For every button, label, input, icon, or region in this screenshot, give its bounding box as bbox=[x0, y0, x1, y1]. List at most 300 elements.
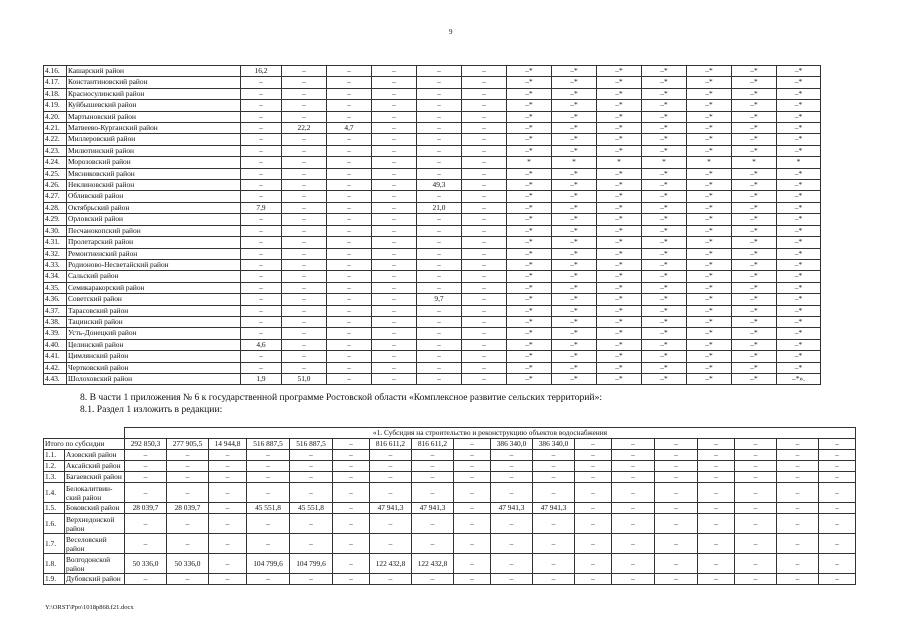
district-name: Усть-Донецкий район bbox=[67, 328, 241, 339]
value-cell: – bbox=[735, 503, 777, 514]
value-cell: – bbox=[462, 157, 507, 168]
value-cell: – bbox=[327, 214, 372, 225]
value-cell: – bbox=[209, 461, 247, 472]
value-cell: – bbox=[462, 66, 507, 77]
value-cell: – bbox=[333, 472, 370, 483]
value-cell: – bbox=[417, 123, 462, 134]
value-cell: –* bbox=[507, 305, 552, 316]
value-cell: – bbox=[698, 503, 735, 514]
value-cell: – bbox=[282, 294, 327, 305]
value-cell: –* bbox=[597, 237, 642, 248]
value-cell: –* bbox=[507, 100, 552, 111]
value-cell: – bbox=[327, 77, 372, 88]
value-cell: – bbox=[735, 439, 777, 450]
subsidy-header: «1. Субсидия на строительство и реконструкцию объектов водоснабжения bbox=[125, 428, 856, 439]
row-number: 4.29. bbox=[44, 214, 67, 225]
value-cell: – bbox=[462, 351, 507, 362]
districts-table bbox=[43, 65, 821, 385]
table-row bbox=[44, 574, 856, 585]
table-row bbox=[44, 554, 856, 574]
value-cell: –* bbox=[732, 362, 777, 373]
value-cell: – bbox=[612, 472, 655, 483]
value-cell: –* bbox=[642, 88, 687, 99]
value-cell: – bbox=[241, 168, 282, 179]
value-cell: –* bbox=[687, 351, 732, 362]
value-cell: –* bbox=[687, 248, 732, 259]
value-cell: – bbox=[735, 554, 777, 574]
row-number: 4.40. bbox=[44, 339, 67, 350]
table-row bbox=[44, 534, 856, 554]
table-row bbox=[44, 168, 821, 179]
value-cell: * bbox=[732, 157, 777, 168]
value-cell: 386 340,0 bbox=[533, 439, 575, 450]
value-cell: – bbox=[777, 514, 819, 534]
value-cell: – bbox=[454, 574, 491, 585]
value-cell: – bbox=[412, 450, 454, 461]
value-cell: –* bbox=[732, 225, 777, 236]
row-number: 1.6. bbox=[44, 514, 65, 534]
row-number: 1.3. bbox=[44, 472, 65, 483]
table-row bbox=[44, 100, 821, 111]
table-row bbox=[44, 472, 856, 483]
value-cell: 51,0 bbox=[282, 373, 327, 384]
row-number: 4.18. bbox=[44, 88, 67, 99]
value-cell: – bbox=[372, 77, 417, 88]
value-cell: – bbox=[735, 574, 777, 585]
district-name: Морозовский район bbox=[67, 157, 241, 168]
value-cell: – bbox=[491, 483, 533, 503]
value-cell: – bbox=[372, 259, 417, 270]
value-cell: – bbox=[491, 472, 533, 483]
value-cell: – bbox=[327, 339, 372, 350]
row-number: 1.9. bbox=[44, 574, 65, 585]
value-cell: –* bbox=[732, 145, 777, 156]
value-cell: –* bbox=[732, 134, 777, 145]
value-cell: 50 336,0 bbox=[125, 554, 167, 574]
district-name: Кашарский район bbox=[67, 66, 241, 77]
value-cell: –* bbox=[732, 316, 777, 327]
table-row bbox=[44, 66, 821, 77]
district-name: Семикаракорский район bbox=[67, 282, 241, 293]
district-name: Милютинский район bbox=[67, 145, 241, 156]
value-cell: –* bbox=[552, 225, 597, 236]
value-cell: – bbox=[327, 362, 372, 373]
file-path-footer: Y:\ORST\Ppo\1018p868.f21.docx bbox=[45, 604, 134, 611]
district-name: Красносулинский район bbox=[67, 88, 241, 99]
value-cell: – bbox=[372, 191, 417, 202]
table-row bbox=[44, 483, 856, 503]
district-name: Багаевский район bbox=[65, 472, 125, 483]
value-cell: – bbox=[372, 88, 417, 99]
value-cell: – bbox=[370, 472, 412, 483]
value-cell: – bbox=[282, 168, 327, 179]
value-cell: –* bbox=[777, 100, 821, 111]
value-cell: – bbox=[655, 472, 698, 483]
value-cell: 45 551,8 bbox=[290, 503, 333, 514]
value-cell: – bbox=[282, 248, 327, 259]
value-cell: –* bbox=[732, 66, 777, 77]
value-cell: – bbox=[125, 574, 167, 585]
value-cell: – bbox=[282, 328, 327, 339]
value-cell: –* bbox=[687, 100, 732, 111]
value-cell: – bbox=[209, 483, 247, 503]
value-cell: 28 039,7 bbox=[167, 503, 209, 514]
value-cell: – bbox=[462, 237, 507, 248]
value-cell: 16,2 bbox=[241, 66, 282, 77]
value-cell: 516 887,5 bbox=[247, 439, 290, 450]
district-name: Мартыновский район bbox=[67, 111, 241, 122]
value-cell: – bbox=[241, 282, 282, 293]
value-cell: – bbox=[412, 483, 454, 503]
value-cell: – bbox=[454, 483, 491, 503]
value-cell: –* bbox=[687, 123, 732, 134]
value-cell: 50 336,0 bbox=[167, 554, 209, 574]
value-cell: – bbox=[241, 328, 282, 339]
value-cell: –* bbox=[777, 66, 821, 77]
value-cell: –* bbox=[732, 191, 777, 202]
district-name: Волгодонской район bbox=[65, 554, 125, 574]
value-cell: – bbox=[819, 483, 856, 503]
value-cell: – bbox=[372, 180, 417, 191]
value-cell: – bbox=[417, 259, 462, 270]
value-cell: – bbox=[282, 157, 327, 168]
value-cell: – bbox=[575, 534, 612, 554]
value-cell: – bbox=[735, 450, 777, 461]
value-cell: –* bbox=[777, 134, 821, 145]
value-cell: – bbox=[372, 373, 417, 384]
value-cell: –* bbox=[732, 237, 777, 248]
value-cell: –* bbox=[642, 111, 687, 122]
value-cell: – bbox=[125, 461, 167, 472]
value-cell: – bbox=[247, 574, 290, 585]
value-cell: – bbox=[462, 373, 507, 384]
value-cell: – bbox=[125, 483, 167, 503]
value-cell: –* bbox=[777, 362, 821, 373]
value-cell: –* bbox=[597, 145, 642, 156]
table-row bbox=[44, 191, 821, 202]
table-row bbox=[44, 225, 821, 236]
value-cell: –* bbox=[777, 202, 821, 213]
value-cell: – bbox=[327, 305, 372, 316]
value-cell: – bbox=[241, 88, 282, 99]
value-cell: – bbox=[412, 574, 454, 585]
value-cell: –* bbox=[777, 168, 821, 179]
value-cell: –* bbox=[687, 66, 732, 77]
value-cell: – bbox=[417, 362, 462, 373]
value-cell: – bbox=[735, 461, 777, 472]
value-cell: – bbox=[417, 248, 462, 259]
value-cell: – bbox=[462, 316, 507, 327]
value-cell: – bbox=[372, 339, 417, 350]
value-cell: –* bbox=[687, 202, 732, 213]
value-cell: –* bbox=[687, 259, 732, 270]
value-cell: – bbox=[819, 472, 856, 483]
value-cell: – bbox=[462, 134, 507, 145]
value-cell: –* bbox=[552, 259, 597, 270]
value-cell: – bbox=[417, 145, 462, 156]
district-name: Неклиновский район bbox=[67, 180, 241, 191]
value-cell: – bbox=[209, 554, 247, 574]
value-cell: –* bbox=[597, 351, 642, 362]
value-cell: –* bbox=[777, 271, 821, 282]
value-cell: –* bbox=[642, 294, 687, 305]
row-number: 1.2. bbox=[44, 461, 65, 472]
value-cell: – bbox=[241, 248, 282, 259]
value-cell: – bbox=[372, 351, 417, 362]
value-cell: – bbox=[209, 574, 247, 585]
district-name: Пролетарский район bbox=[67, 237, 241, 248]
value-cell: – bbox=[167, 514, 209, 534]
value-cell: – bbox=[612, 534, 655, 554]
value-cell: –* bbox=[597, 373, 642, 384]
value-cell: – bbox=[698, 534, 735, 554]
value-cell: – bbox=[327, 248, 372, 259]
value-cell: – bbox=[241, 362, 282, 373]
row-number: 4.35. bbox=[44, 282, 67, 293]
value-cell: – bbox=[777, 503, 819, 514]
table-row bbox=[44, 123, 821, 134]
value-cell: – bbox=[282, 282, 327, 293]
value-cell: –* bbox=[687, 237, 732, 248]
value-cell: –* bbox=[642, 202, 687, 213]
table-row bbox=[44, 145, 821, 156]
value-cell: – bbox=[372, 100, 417, 111]
row-number: 4.34. bbox=[44, 271, 67, 282]
value-cell: –* bbox=[732, 305, 777, 316]
value-cell: – bbox=[282, 225, 327, 236]
value-cell: – bbox=[698, 461, 735, 472]
value-cell: – bbox=[417, 339, 462, 350]
value-cell: – bbox=[612, 574, 655, 585]
value-cell: – bbox=[454, 514, 491, 534]
value-cell: – bbox=[462, 259, 507, 270]
value-cell: – bbox=[290, 514, 333, 534]
district-name: Миллеровский район bbox=[67, 134, 241, 145]
value-cell: –* bbox=[732, 77, 777, 88]
value-cell: – bbox=[241, 145, 282, 156]
value-cell: –* bbox=[552, 77, 597, 88]
district-name: Обливский район bbox=[67, 191, 241, 202]
value-cell: – bbox=[698, 554, 735, 574]
value-cell: –* bbox=[507, 362, 552, 373]
value-cell: –* bbox=[732, 123, 777, 134]
value-cell: –* bbox=[642, 373, 687, 384]
value-cell: – bbox=[282, 180, 327, 191]
value-cell: –* bbox=[507, 328, 552, 339]
value-cell: –* bbox=[507, 373, 552, 384]
value-cell: – bbox=[655, 534, 698, 554]
value-cell: – bbox=[241, 77, 282, 88]
value-cell: –* bbox=[732, 271, 777, 282]
value-cell: – bbox=[698, 439, 735, 450]
value-cell: –* bbox=[552, 168, 597, 179]
value-cell: – bbox=[209, 514, 247, 534]
value-cell: – bbox=[241, 294, 282, 305]
value-cell: –* bbox=[642, 362, 687, 373]
value-cell: –* bbox=[507, 271, 552, 282]
value-cell: – bbox=[290, 472, 333, 483]
value-cell: 47 941,3 bbox=[533, 503, 575, 514]
value-cell: –* bbox=[777, 225, 821, 236]
value-cell: – bbox=[412, 461, 454, 472]
value-cell: – bbox=[372, 294, 417, 305]
value-cell: 7,9 bbox=[241, 202, 282, 213]
value-cell: – bbox=[417, 88, 462, 99]
value-cell: –* bbox=[687, 88, 732, 99]
value-cell: – bbox=[333, 461, 370, 472]
subsidy-table bbox=[43, 427, 856, 585]
value-cell: – bbox=[209, 450, 247, 461]
value-cell: –* bbox=[552, 66, 597, 77]
value-cell: – bbox=[417, 100, 462, 111]
value-cell: 9,7 bbox=[417, 294, 462, 305]
value-cell: –* bbox=[597, 328, 642, 339]
value-cell: – bbox=[417, 225, 462, 236]
value-cell: –* bbox=[687, 111, 732, 122]
value-cell: – bbox=[327, 111, 372, 122]
value-cell: – bbox=[327, 191, 372, 202]
value-cell: – bbox=[777, 450, 819, 461]
value-cell: – bbox=[125, 450, 167, 461]
district-name: Азовский район bbox=[65, 450, 125, 461]
table-row bbox=[44, 328, 821, 339]
table-row bbox=[44, 271, 821, 282]
value-cell: – bbox=[417, 168, 462, 179]
value-cell: –* bbox=[777, 328, 821, 339]
value-cell: – bbox=[819, 450, 856, 461]
value-cell: – bbox=[241, 157, 282, 168]
value-cell: – bbox=[655, 461, 698, 472]
value-cell: –* bbox=[597, 214, 642, 225]
value-cell: – bbox=[370, 461, 412, 472]
value-cell: –* bbox=[777, 214, 821, 225]
table-row bbox=[44, 88, 821, 99]
value-cell: 45 551,8 bbox=[247, 503, 290, 514]
value-cell: –* bbox=[597, 168, 642, 179]
value-cell: – bbox=[417, 282, 462, 293]
value-cell: – bbox=[241, 100, 282, 111]
value-cell: – bbox=[575, 461, 612, 472]
district-name: Тацинский район bbox=[67, 316, 241, 327]
district-name: Цимлянский район bbox=[67, 351, 241, 362]
value-cell: – bbox=[247, 450, 290, 461]
value-cell: –* bbox=[642, 339, 687, 350]
value-cell: – bbox=[282, 134, 327, 145]
value-cell: – bbox=[575, 450, 612, 461]
value-cell: – bbox=[491, 554, 533, 574]
value-cell: – bbox=[417, 214, 462, 225]
value-cell: – bbox=[372, 145, 417, 156]
value-cell: – bbox=[247, 514, 290, 534]
value-cell: –* bbox=[507, 202, 552, 213]
value-cell: – bbox=[372, 282, 417, 293]
value-cell: – bbox=[417, 157, 462, 168]
value-cell: –* bbox=[597, 88, 642, 99]
value-cell: – bbox=[372, 316, 417, 327]
value-cell: – bbox=[370, 483, 412, 503]
value-cell: – bbox=[327, 180, 372, 191]
value-cell: – bbox=[241, 191, 282, 202]
row-number: 4.33. bbox=[44, 259, 67, 270]
value-cell: – bbox=[327, 294, 372, 305]
row-number: 4.20. bbox=[44, 111, 67, 122]
value-cell: – bbox=[370, 450, 412, 461]
value-cell: – bbox=[462, 111, 507, 122]
value-cell: – bbox=[282, 362, 327, 373]
value-cell: –* bbox=[777, 111, 821, 122]
value-cell: – bbox=[777, 461, 819, 472]
row-number: 4.16. bbox=[44, 66, 67, 77]
value-cell: –* bbox=[552, 202, 597, 213]
row-number: 4.22. bbox=[44, 134, 67, 145]
value-cell: – bbox=[819, 514, 856, 534]
table-row bbox=[44, 373, 821, 384]
district-name: Целинский район bbox=[67, 339, 241, 350]
value-cell: – bbox=[462, 168, 507, 179]
value-cell: –* bbox=[642, 305, 687, 316]
value-cell: –* bbox=[642, 66, 687, 77]
district-name: Шолоховский район bbox=[67, 373, 241, 384]
row-number: 4.23. bbox=[44, 145, 67, 156]
value-cell: – bbox=[777, 472, 819, 483]
value-cell: – bbox=[417, 316, 462, 327]
value-cell: – bbox=[612, 450, 655, 461]
district-name: Аксайский район bbox=[65, 461, 125, 472]
value-cell: –* bbox=[597, 305, 642, 316]
value-cell: – bbox=[370, 574, 412, 585]
value-cell: – bbox=[333, 554, 370, 574]
district-name: Советский район bbox=[67, 294, 241, 305]
value-cell: 122 432,8 bbox=[412, 554, 454, 574]
value-cell: 516 887,5 bbox=[290, 439, 333, 450]
value-cell: –* bbox=[552, 271, 597, 282]
value-cell: –* bbox=[552, 214, 597, 225]
row-number: 4.39. bbox=[44, 328, 67, 339]
value-cell: –* bbox=[732, 373, 777, 384]
value-cell: – bbox=[241, 134, 282, 145]
value-cell: – bbox=[290, 450, 333, 461]
value-cell: – bbox=[327, 134, 372, 145]
value-cell: –* bbox=[777, 180, 821, 191]
value-cell: – bbox=[327, 225, 372, 236]
value-cell: –* bbox=[507, 145, 552, 156]
district-name: Константиновский район bbox=[67, 77, 241, 88]
value-cell: – bbox=[417, 66, 462, 77]
value-cell: –* bbox=[552, 362, 597, 373]
value-cell: – bbox=[282, 145, 327, 156]
value-cell: –* bbox=[507, 316, 552, 327]
value-cell: –* bbox=[732, 339, 777, 350]
value-cell: – bbox=[612, 461, 655, 472]
district-name: Дубовский район bbox=[65, 574, 125, 585]
value-cell: – bbox=[372, 157, 417, 168]
value-cell: – bbox=[327, 202, 372, 213]
value-cell: – bbox=[372, 305, 417, 316]
value-cell: – bbox=[167, 472, 209, 483]
value-cell: – bbox=[333, 503, 370, 514]
value-cell: – bbox=[533, 574, 575, 585]
value-cell: – bbox=[333, 534, 370, 554]
value-cell: – bbox=[372, 237, 417, 248]
value-cell: – bbox=[417, 111, 462, 122]
value-cell: 4,6 bbox=[241, 339, 282, 350]
value-cell: – bbox=[241, 351, 282, 362]
value-cell: – bbox=[491, 461, 533, 472]
value-cell: –* bbox=[642, 168, 687, 179]
value-cell: –* bbox=[732, 180, 777, 191]
value-cell: – bbox=[327, 66, 372, 77]
value-cell: –* bbox=[777, 77, 821, 88]
